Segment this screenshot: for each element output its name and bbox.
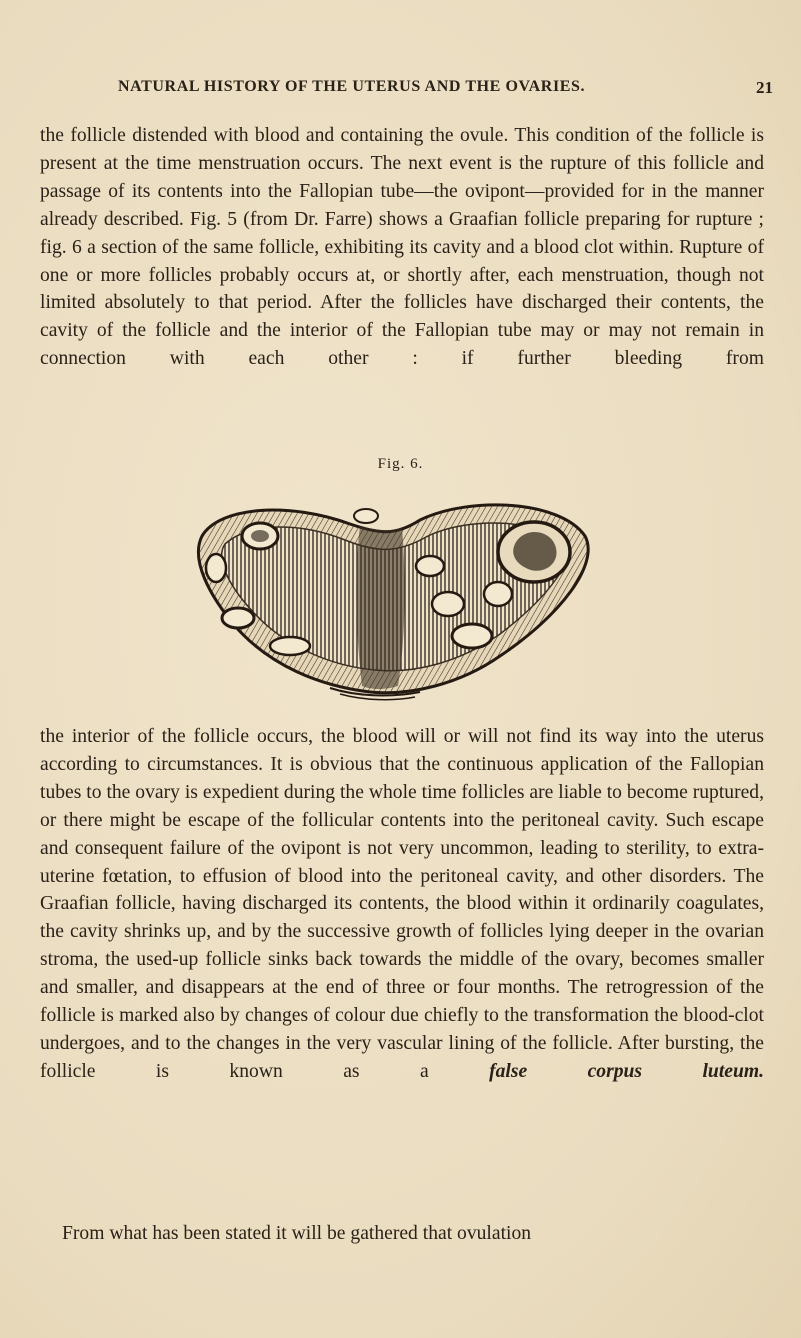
paragraph-2 — [40, 723, 764, 1086]
paragraph-3-text: From what has been stated it will be gathered that ovulation — [62, 1223, 532, 1244]
paragraph-2-italic-term: false corpus luteum. — [489, 1060, 765, 1082]
paragraph-3 — [40, 1220, 764, 1248]
running-head: NATURAL HISTORY OF THE UTERUS AND THE OVARIES. — [118, 78, 586, 95]
figure-caption: Fig. 6. — [377, 456, 424, 472]
paragraph-2-body: the interior of the follicle occurs, the blood will or will not find its way into the uterus according to circumstances. It is obvious that the continuous application of the Fallopian tubes to the ovary is expedient during the whole time follicles are liable to become ruptured, or there might be escape of the follicular contents into the peritoneal cavity. Such escape and consequent failure of the ovipont is not very uncommon, leading to sterility, to extra-uterine fœtation, to effusion of blood into the peritoneal cavity, and other disorders. The Graafian follicle, having discharged its contents, the blood within it ordinarily coagulates, the cavity shrinks up, and by the successive growth of follicles lying deeper in the ovarian stroma, the used-up follicle sinks back towards the middle of the ovary, becomes smaller and smaller, and disappears at the end of three or four months. The retrogression of the follicle is marked also by changes of colour due chiefly to the transformation the blood-clot undergoes, and to the changes in the very vascular lining of the follicle. After bursting, the follicle is known as a — [40, 726, 764, 1082]
page-header — [0, 78, 801, 102]
page-number: 21 — [756, 78, 773, 97]
ovary-section-illustration — [180, 496, 600, 706]
paragraph-1: the follicle distended with blood and containing the ovule. This condition of the follicle is present at the time menstruation occurs. The next event is the rupture of this follicle and passage of its contents into the Fallopian tube—the ovipont—provided for in the manner already described. Fig. 5 (from Dr. Farre) shows a Graafian follicle preparing for rupture ; fig. 6 a section of the same follicle, exhibiting its cavity and a blood clot within. Rupture of one or more follicles probably occurs at, or shortly after, each menstruation, though not limited absolutely to that period. After the follicles have discharged their contents, the cavity of the follicle and the interior of the Fallopian tube may or may not remain in connection with each other : if further bleeding from — [40, 125, 764, 370]
